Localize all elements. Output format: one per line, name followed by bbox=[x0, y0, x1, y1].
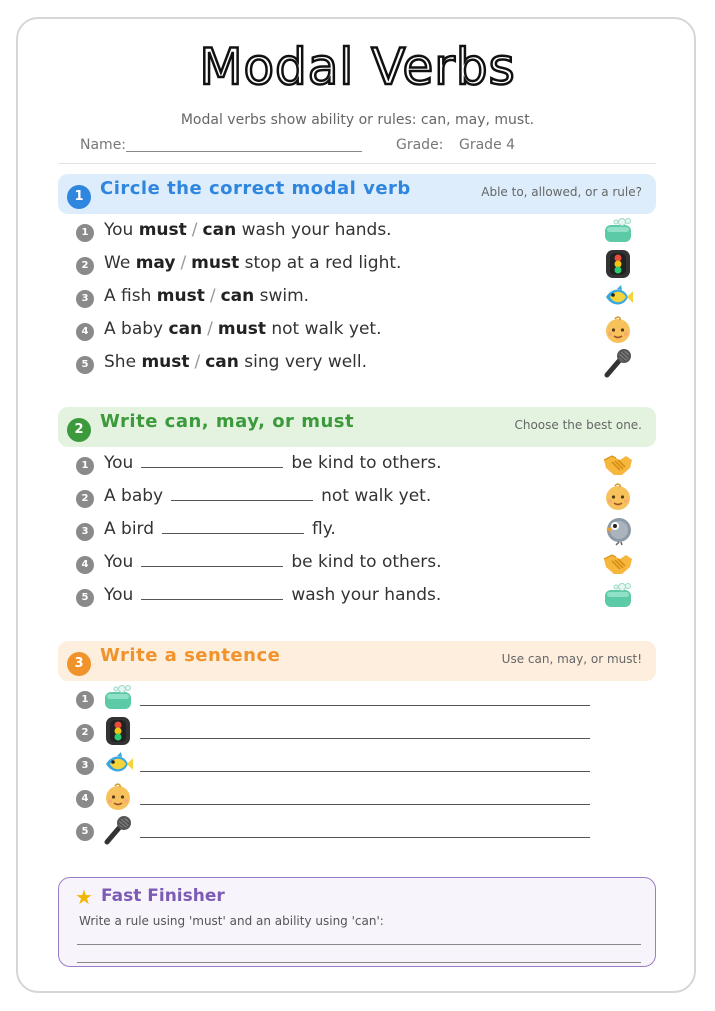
answer-blank[interactable] bbox=[141, 585, 283, 600]
fast-finisher-answer-line[interactable] bbox=[77, 944, 641, 945]
bird-icon bbox=[600, 514, 636, 550]
sentence-start: You bbox=[104, 453, 134, 473]
sentence-row bbox=[76, 817, 596, 847]
question-row bbox=[76, 583, 636, 613]
sentence-end: stop at a red light. bbox=[244, 253, 402, 273]
question-number: 2 bbox=[76, 490, 94, 508]
question-number: 5 bbox=[76, 356, 94, 374]
option-1[interactable]: must bbox=[138, 220, 187, 240]
question-number: 3 bbox=[76, 290, 94, 308]
fish-icon bbox=[102, 748, 134, 780]
question-sentence bbox=[104, 220, 392, 240]
name-field[interactable] bbox=[126, 151, 362, 152]
traffic-light-icon bbox=[102, 715, 134, 747]
question-row bbox=[76, 284, 636, 314]
question-row bbox=[76, 251, 636, 281]
soap-icon bbox=[600, 580, 636, 616]
question-number: 1 bbox=[76, 691, 94, 709]
question-sentence bbox=[104, 519, 336, 539]
divider: / bbox=[191, 220, 198, 240]
question-sentence bbox=[104, 552, 442, 572]
sentence-answer-line[interactable] bbox=[140, 738, 590, 739]
question-row bbox=[76, 350, 636, 380]
grade-label: Grade: bbox=[396, 137, 444, 153]
sentence-start: We bbox=[104, 253, 131, 273]
sentence-end: be kind to others. bbox=[291, 552, 442, 572]
section-2-title: Write can, may, or must bbox=[100, 411, 355, 432]
sentence-end: not walk yet. bbox=[321, 486, 432, 506]
sentence-row bbox=[76, 784, 596, 814]
divider: / bbox=[194, 352, 201, 372]
question-number: 3 bbox=[76, 757, 94, 775]
baby-icon bbox=[102, 781, 134, 813]
fast-finisher-box bbox=[58, 877, 656, 967]
sentence-row bbox=[76, 718, 596, 748]
sentence-answer-line[interactable] bbox=[140, 771, 590, 772]
question-row bbox=[76, 484, 636, 514]
divider: / bbox=[209, 286, 216, 306]
section-3-number: 3 bbox=[67, 652, 91, 676]
fast-finisher-answer-line[interactable] bbox=[77, 962, 641, 963]
question-number: 2 bbox=[76, 724, 94, 742]
sentence-start: You bbox=[104, 552, 134, 572]
question-row bbox=[76, 550, 636, 580]
divider: / bbox=[207, 319, 213, 339]
handshake-icon bbox=[600, 448, 636, 484]
sentence-end: swim. bbox=[259, 286, 310, 306]
sentence-end: wash your hands. bbox=[241, 220, 392, 240]
sentence-row bbox=[76, 751, 596, 781]
question-sentence bbox=[104, 319, 382, 339]
answer-blank[interactable] bbox=[162, 519, 304, 534]
option-1[interactable]: must bbox=[156, 286, 205, 306]
question-sentence bbox=[104, 585, 441, 605]
baby-icon bbox=[600, 314, 636, 350]
section-1-number: 1 bbox=[67, 185, 91, 209]
fast-finisher-title: Fast Finisher bbox=[101, 886, 225, 906]
question-number: 4 bbox=[76, 556, 94, 574]
microphone-icon bbox=[600, 347, 636, 383]
answer-blank[interactable] bbox=[141, 552, 283, 567]
section-3-header bbox=[58, 641, 656, 681]
sentence-start: A baby bbox=[104, 486, 164, 506]
option-2[interactable]: must bbox=[191, 253, 240, 273]
question-row bbox=[76, 317, 636, 347]
question-number: 3 bbox=[76, 523, 94, 541]
section-3-hint: Use can, may, or must! bbox=[501, 652, 642, 666]
section-1-hint: Able to, allowed, or a rule? bbox=[481, 185, 642, 199]
star-icon: ★ bbox=[75, 885, 93, 909]
page-title: Modal Verbs bbox=[199, 38, 516, 96]
sentence-answer-line[interactable] bbox=[140, 804, 590, 805]
question-sentence bbox=[104, 352, 367, 372]
section-2-number: 2 bbox=[67, 418, 91, 442]
name-label: Name: bbox=[80, 137, 127, 153]
option-2[interactable]: can bbox=[220, 286, 255, 306]
sentence-start: A fish bbox=[104, 286, 152, 306]
question-sentence bbox=[104, 286, 309, 306]
header-divider bbox=[58, 163, 656, 164]
sentence-start: She bbox=[104, 352, 137, 372]
divider: / bbox=[180, 253, 187, 273]
microphone-icon bbox=[102, 814, 134, 846]
grade-value: Grade 4 bbox=[459, 137, 516, 153]
option-2[interactable]: can bbox=[202, 220, 237, 240]
section-1-header bbox=[58, 174, 656, 214]
fish-icon bbox=[600, 281, 636, 317]
traffic-light-icon bbox=[600, 248, 636, 284]
question-number: 5 bbox=[76, 823, 94, 841]
question-row bbox=[76, 218, 636, 248]
question-row bbox=[76, 451, 636, 481]
sentence-end: sing very well. bbox=[244, 352, 368, 372]
sentence-answer-line[interactable] bbox=[140, 837, 590, 838]
sentence-end: be kind to others. bbox=[291, 453, 442, 473]
sentence-end: not walk yet. bbox=[271, 319, 382, 339]
question-row bbox=[76, 517, 636, 547]
option-2[interactable]: can bbox=[205, 352, 239, 372]
sentence-start: You bbox=[104, 585, 134, 605]
question-number: 4 bbox=[76, 790, 94, 808]
option-2[interactable]: must bbox=[217, 319, 266, 339]
question-number: 1 bbox=[76, 224, 94, 242]
fast-finisher-prompt: Write a rule using 'must' and an ability using 'can': bbox=[79, 914, 384, 928]
question-number: 1 bbox=[76, 457, 94, 475]
question-sentence bbox=[104, 453, 442, 473]
question-sentence bbox=[104, 486, 431, 506]
option-1[interactable]: can bbox=[168, 319, 203, 339]
sentence-end: wash your hands. bbox=[291, 585, 442, 605]
sentence-start: A bird bbox=[104, 519, 155, 539]
option-1[interactable]: may bbox=[135, 253, 176, 273]
section-3-title: Write a sentence bbox=[100, 645, 281, 666]
soap-icon bbox=[600, 215, 636, 251]
page-subtitle: Modal verbs show ability or rules: can, may, must. bbox=[180, 112, 535, 128]
question-number: 5 bbox=[76, 589, 94, 607]
question-number: 4 bbox=[76, 323, 94, 341]
section-2-header bbox=[58, 407, 656, 447]
sentence-start: You bbox=[104, 220, 134, 240]
question-sentence bbox=[104, 253, 401, 273]
sentence-end: fly. bbox=[312, 519, 336, 539]
soap-icon bbox=[102, 682, 134, 714]
sentence-row bbox=[76, 685, 596, 715]
sentence-answer-line[interactable] bbox=[140, 705, 590, 706]
answer-blank[interactable] bbox=[171, 486, 313, 501]
sentence-start: A baby bbox=[104, 319, 164, 339]
option-1[interactable]: must bbox=[141, 352, 190, 372]
handshake-icon bbox=[600, 547, 636, 583]
section-2-hint: Choose the best one. bbox=[514, 418, 642, 432]
answer-blank[interactable] bbox=[141, 453, 283, 468]
section-1-title: Circle the correct modal verb bbox=[100, 178, 411, 199]
baby-icon bbox=[600, 481, 636, 517]
question-number: 2 bbox=[76, 257, 94, 275]
